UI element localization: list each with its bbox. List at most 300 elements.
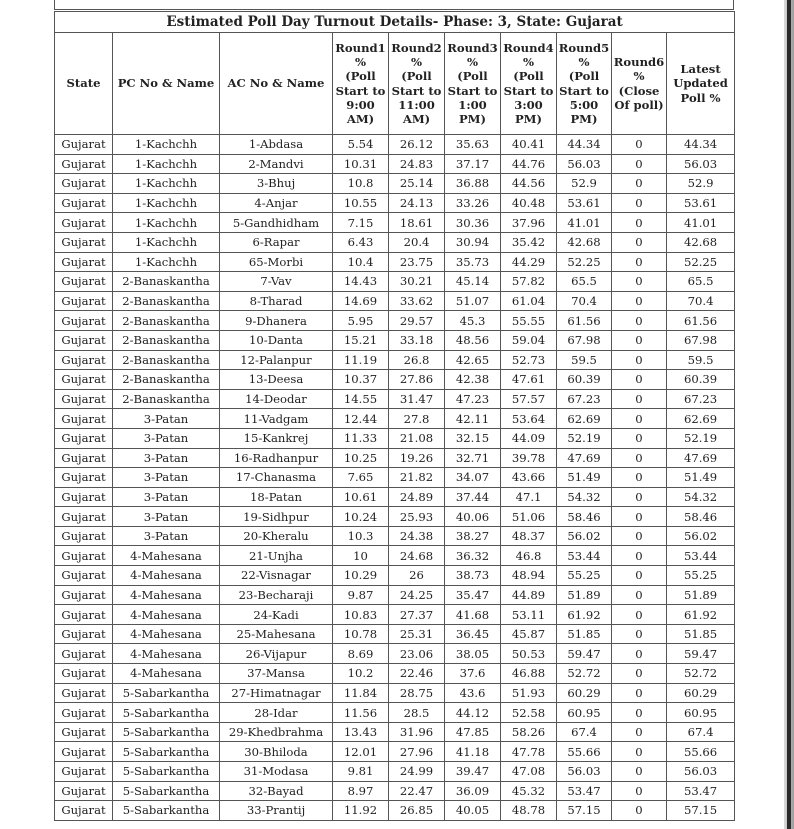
ac-cell: 26-Vijapur — [220, 644, 333, 664]
round2-cell: 27.86 — [389, 370, 445, 390]
ac-cell: 33-Prantij — [220, 801, 333, 821]
table-row — [55, 683, 735, 703]
table-row — [55, 781, 735, 801]
round5-cell: 65.5 — [557, 272, 612, 292]
header-line: Round3 — [447, 40, 498, 55]
round2-cell: 26.12 — [389, 135, 445, 155]
round4-cell: 44.89 — [501, 585, 557, 605]
round3-cell: 36.45 — [445, 624, 501, 644]
ac-cell: 30-Bhiloda — [220, 742, 333, 762]
state-cell: Gujarat — [55, 762, 113, 782]
round2-cell: 27.8 — [389, 409, 445, 429]
round5-cell: 61.56 — [557, 311, 612, 331]
round2-cell: 19.26 — [389, 448, 445, 468]
latest-cell: 60.29 — [667, 683, 735, 703]
round5-cell: 67.4 — [557, 722, 612, 742]
state-cell: Gujarat — [55, 389, 113, 409]
header-line: 3:00 — [514, 97, 543, 112]
round4-cell: 48.37 — [501, 526, 557, 546]
round2-cell: 25.31 — [389, 624, 445, 644]
header-line: (Poll — [513, 69, 544, 84]
round4-cell: 44.76 — [501, 154, 557, 174]
latest-cell: 57.15 — [667, 801, 735, 821]
table-row — [55, 762, 735, 782]
header-line: AM) — [402, 111, 431, 126]
header-line: % — [410, 55, 423, 70]
round3-cell: 41.68 — [445, 605, 501, 625]
round3-cell: 45.14 — [445, 272, 501, 292]
pc-cell: 5-Sabarkantha — [113, 703, 220, 723]
round6-cell: 0 — [612, 174, 667, 194]
round1-cell: 8.69 — [333, 644, 389, 664]
pc-cell: 2-Banaskantha — [113, 350, 220, 370]
round1-cell: 5.54 — [333, 135, 389, 155]
pc-cell: 3-Patan — [113, 487, 220, 507]
header-line: 9:00 — [346, 97, 375, 112]
pc-cell: 4-Mahesana — [113, 605, 220, 625]
table-row — [55, 272, 735, 292]
latest-cell: 44.34 — [667, 135, 735, 155]
latest-cell: 59.5 — [667, 350, 735, 370]
round4-cell: 52.73 — [501, 350, 557, 370]
header-latest — [667, 33, 735, 135]
round2-cell: 22.46 — [389, 664, 445, 684]
table-title: Estimated Poll Day Turnout Details- Phase: 3, State: Gujarat — [55, 12, 735, 33]
round5-cell: 56.03 — [557, 154, 612, 174]
header-line: Round4 — [503, 40, 554, 55]
round1-cell: 10.31 — [333, 154, 389, 174]
round1-cell: 13.43 — [333, 722, 389, 742]
state-cell: Gujarat — [55, 370, 113, 390]
round5-cell: 52.72 — [557, 664, 612, 684]
round5-cell: 53.47 — [557, 781, 612, 801]
round4-cell: 51.93 — [501, 683, 557, 703]
latest-cell: 52.25 — [667, 252, 735, 272]
round5-cell: 55.66 — [557, 742, 612, 762]
round4-cell: 40.41 — [501, 135, 557, 155]
round3-cell: 30.94 — [445, 232, 501, 252]
latest-cell: 67.98 — [667, 330, 735, 350]
table-row — [55, 468, 735, 488]
ac-cell: 11-Vadgam — [220, 409, 333, 429]
round1-cell: 12.44 — [333, 409, 389, 429]
round2-cell: 30.21 — [389, 272, 445, 292]
ac-cell: 18-Patan — [220, 487, 333, 507]
ac-cell: 65-Morbi — [220, 252, 333, 272]
round6-cell: 0 — [612, 526, 667, 546]
round6-cell: 0 — [612, 781, 667, 801]
header-round1 — [333, 33, 389, 135]
pc-cell: 5-Sabarkantha — [113, 722, 220, 742]
round3-cell: 39.47 — [445, 762, 501, 782]
header-line: (Poll — [568, 69, 600, 84]
round1-cell: 10.55 — [333, 193, 389, 213]
round1-cell: 14.69 — [333, 291, 389, 311]
pc-cell: 1-Kachchh — [113, 193, 220, 213]
pc-cell: 1-Kachchh — [113, 135, 220, 155]
round3-cell: 40.05 — [445, 801, 501, 821]
round3-cell: 43.6 — [445, 683, 501, 703]
round2-cell: 27.37 — [389, 605, 445, 625]
pc-cell: 2-Banaskantha — [113, 370, 220, 390]
pc-cell: 4-Mahesana — [113, 585, 220, 605]
header-line: Start to — [391, 83, 442, 98]
round4-cell: 61.04 — [501, 291, 557, 311]
latest-cell: 52.9 — [667, 174, 735, 194]
latest-cell: 56.03 — [667, 762, 735, 782]
state-cell: Gujarat — [55, 546, 113, 566]
header-round2 — [389, 33, 445, 135]
round5-cell: 51.85 — [557, 624, 612, 644]
header-round3 — [445, 33, 501, 135]
round1-cell: 10.3 — [333, 526, 389, 546]
round5-cell: 54.32 — [557, 487, 612, 507]
round2-cell: 24.83 — [389, 154, 445, 174]
state-cell: Gujarat — [55, 703, 113, 723]
latest-cell: 52.72 — [667, 664, 735, 684]
round2-cell: 33.18 — [389, 330, 445, 350]
round6-cell: 0 — [612, 213, 667, 233]
table-row — [55, 664, 735, 684]
round4-cell: 48.94 — [501, 566, 557, 586]
header-round4 — [501, 33, 557, 135]
round6-cell: 0 — [612, 703, 667, 723]
latest-cell: 51.89 — [667, 585, 735, 605]
round3-cell: 32.15 — [445, 428, 501, 448]
header-line: % — [466, 55, 479, 70]
round5-cell: 52.9 — [557, 174, 612, 194]
round3-cell: 42.11 — [445, 409, 501, 429]
header-line: 5:00 — [569, 97, 599, 112]
round2-cell: 24.68 — [389, 546, 445, 566]
header-line: Start to — [559, 83, 609, 98]
header-line: Round5 — [558, 40, 610, 55]
round1-cell: 11.33 — [333, 428, 389, 448]
round3-cell: 30.36 — [445, 213, 501, 233]
round6-cell: 0 — [612, 428, 667, 448]
header-line: PM) — [458, 111, 487, 126]
round3-cell: 32.71 — [445, 448, 501, 468]
round5-cell: 67.23 — [557, 389, 612, 409]
pc-cell: 1-Kachchh — [113, 174, 220, 194]
round4-cell: 40.48 — [501, 193, 557, 213]
table-row — [55, 232, 735, 252]
round6-cell: 0 — [612, 135, 667, 155]
round4-cell: 51.06 — [501, 507, 557, 527]
round1-cell: 9.81 — [333, 762, 389, 782]
round5-cell: 52.25 — [557, 252, 612, 272]
state-cell: Gujarat — [55, 213, 113, 233]
state-cell: Gujarat — [55, 350, 113, 370]
latest-cell: 51.85 — [667, 624, 735, 644]
ac-cell: 7-Vav — [220, 272, 333, 292]
round2-cell: 24.13 — [389, 193, 445, 213]
latest-cell: 53.61 — [667, 193, 735, 213]
round4-cell: 47.61 — [501, 370, 557, 390]
state-cell: Gujarat — [55, 428, 113, 448]
round3-cell: 35.73 — [445, 252, 501, 272]
table-row — [55, 487, 735, 507]
ac-cell: 14-Deodar — [220, 389, 333, 409]
round2-cell: 27.96 — [389, 742, 445, 762]
round2-cell: 31.96 — [389, 722, 445, 742]
table-row — [55, 389, 735, 409]
latest-cell: 56.03 — [667, 154, 735, 174]
round4-cell: 53.64 — [501, 409, 557, 429]
round5-cell: 42.68 — [557, 232, 612, 252]
pc-cell: 1-Kachchh — [113, 154, 220, 174]
table-top-frame — [54, 0, 734, 10]
ac-cell: 12-Palanpur — [220, 350, 333, 370]
round1-cell: 5.95 — [333, 311, 389, 331]
round5-cell: 58.46 — [557, 507, 612, 527]
pc-cell: 5-Sabarkantha — [113, 742, 220, 762]
table-row — [55, 722, 735, 742]
state-cell: Gujarat — [55, 644, 113, 664]
latest-cell: 53.47 — [667, 781, 735, 801]
table-row — [55, 507, 735, 527]
round3-cell: 35.47 — [445, 585, 501, 605]
header-line: % — [633, 69, 645, 84]
round5-cell: 62.69 — [557, 409, 612, 429]
latest-cell: 55.66 — [667, 742, 735, 762]
scrollbar[interactable] — [787, 0, 791, 829]
table-row — [55, 703, 735, 723]
round2-cell: 22.47 — [389, 781, 445, 801]
ac-cell: 16-Radhanpur — [220, 448, 333, 468]
round2-cell: 28.75 — [389, 683, 445, 703]
ac-cell: 32-Bayad — [220, 781, 333, 801]
pc-cell: 3-Patan — [113, 468, 220, 488]
latest-cell: 61.56 — [667, 311, 735, 331]
round6-cell: 0 — [612, 330, 667, 350]
round4-cell: 44.29 — [501, 252, 557, 272]
table-row — [55, 409, 735, 429]
latest-cell: 53.44 — [667, 546, 735, 566]
table-row — [55, 193, 735, 213]
header-line: Poll % — [680, 90, 721, 105]
header-line: Round6 — [613, 55, 665, 70]
ac-cell: 27-Himatnagar — [220, 683, 333, 703]
round2-cell: 18.61 — [389, 213, 445, 233]
ac-cell: 22-Visnagar — [220, 566, 333, 586]
header-round5 — [557, 33, 612, 135]
ac-cell: 8-Tharad — [220, 291, 333, 311]
header-line: Start to — [503, 83, 554, 98]
round3-cell: 40.06 — [445, 507, 501, 527]
ac-cell: 20-Kheralu — [220, 526, 333, 546]
round6-cell: 0 — [612, 272, 667, 292]
state-cell: Gujarat — [55, 291, 113, 311]
ac-cell: 24-Kadi — [220, 605, 333, 625]
latest-cell: 65.5 — [667, 272, 735, 292]
state-cell: Gujarat — [55, 272, 113, 292]
table-row — [55, 448, 735, 468]
round1-cell: 10.83 — [333, 605, 389, 625]
round2-cell: 24.89 — [389, 487, 445, 507]
round5-cell: 44.34 — [557, 135, 612, 155]
latest-cell: 67.4 — [667, 722, 735, 742]
ac-cell: 28-Idar — [220, 703, 333, 723]
header-line: Of poll) — [614, 97, 664, 112]
table-row — [55, 291, 735, 311]
pc-cell: 4-Mahesana — [113, 644, 220, 664]
table-row — [55, 370, 735, 390]
round5-cell: 60.95 — [557, 703, 612, 723]
pc-cell: 1-Kachchh — [113, 252, 220, 272]
header-line: Round1 — [335, 40, 386, 55]
ac-cell: 4-Anjar — [220, 193, 333, 213]
state-cell: Gujarat — [55, 585, 113, 605]
pc-cell: 4-Mahesana — [113, 664, 220, 684]
round1-cell: 10.8 — [333, 174, 389, 194]
round6-cell: 0 — [612, 546, 667, 566]
ac-cell: 5-Gandhidham — [220, 213, 333, 233]
latest-cell: 60.39 — [667, 370, 735, 390]
state-cell: Gujarat — [55, 135, 113, 155]
latest-cell: 56.02 — [667, 526, 735, 546]
round1-cell: 10.29 — [333, 566, 389, 586]
latest-cell: 47.69 — [667, 448, 735, 468]
round4-cell: 46.8 — [501, 546, 557, 566]
state-cell: Gujarat — [55, 683, 113, 703]
latest-cell: 41.01 — [667, 213, 735, 233]
header-state: State — [55, 33, 113, 135]
round1-cell: 10.25 — [333, 448, 389, 468]
round6-cell: 0 — [612, 624, 667, 644]
round1-cell: 11.56 — [333, 703, 389, 723]
round4-cell: 46.88 — [501, 664, 557, 684]
round2-cell: 25.14 — [389, 174, 445, 194]
round6-cell: 0 — [612, 252, 667, 272]
state-cell: Gujarat — [55, 507, 113, 527]
ac-cell: 19-Sidhpur — [220, 507, 333, 527]
pc-cell: 5-Sabarkantha — [113, 762, 220, 782]
pc-cell: 2-Banaskantha — [113, 330, 220, 350]
ac-cell: 25-Mahesana — [220, 624, 333, 644]
round4-cell: 50.53 — [501, 644, 557, 664]
table-row — [55, 330, 735, 350]
round1-cell: 10.4 — [333, 252, 389, 272]
round4-cell: 35.42 — [501, 232, 557, 252]
round2-cell: 26.85 — [389, 801, 445, 821]
state-cell: Gujarat — [55, 468, 113, 488]
table-row — [55, 585, 735, 605]
round2-cell: 21.08 — [389, 428, 445, 448]
round4-cell: 53.11 — [501, 605, 557, 625]
header-line: PM) — [514, 111, 543, 126]
round1-cell: 10 — [333, 546, 389, 566]
round6-cell: 0 — [612, 154, 667, 174]
round3-cell: 45.3 — [445, 311, 501, 331]
header-line: AM) — [346, 111, 375, 126]
pc-cell: 2-Banaskantha — [113, 389, 220, 409]
round1-cell: 10.78 — [333, 624, 389, 644]
round6-cell: 0 — [612, 683, 667, 703]
header-line: % — [522, 55, 535, 70]
latest-cell: 58.46 — [667, 507, 735, 527]
round6-cell: 0 — [612, 762, 667, 782]
table-row — [55, 311, 735, 331]
pc-cell: 3-Patan — [113, 526, 220, 546]
ac-cell: 13-Deesa — [220, 370, 333, 390]
header-line: (Poll — [457, 69, 488, 84]
pc-cell: 5-Sabarkantha — [113, 801, 220, 821]
state-cell: Gujarat — [55, 487, 113, 507]
round3-cell: 36.32 — [445, 546, 501, 566]
round6-cell: 0 — [612, 507, 667, 527]
round6-cell: 0 — [612, 311, 667, 331]
round2-cell: 24.25 — [389, 585, 445, 605]
ac-cell: 9-Dhanera — [220, 311, 333, 331]
pc-cell: 2-Banaskantha — [113, 311, 220, 331]
round6-cell: 0 — [612, 350, 667, 370]
ac-cell: 2-Mandvi — [220, 154, 333, 174]
header-line: % — [578, 55, 590, 70]
pc-cell: 2-Banaskantha — [113, 291, 220, 311]
pc-cell: 4-Mahesana — [113, 546, 220, 566]
round2-cell: 25.93 — [389, 507, 445, 527]
round3-cell: 51.07 — [445, 291, 501, 311]
ac-cell: 29-Khedbrahma — [220, 722, 333, 742]
round1-cell: 12.01 — [333, 742, 389, 762]
header-line: Updated — [673, 76, 728, 91]
round6-cell: 0 — [612, 409, 667, 429]
round6-cell: 0 — [612, 448, 667, 468]
latest-cell: 54.32 — [667, 487, 735, 507]
table-row — [55, 428, 735, 448]
latest-cell: 62.69 — [667, 409, 735, 429]
round6-cell: 0 — [612, 232, 667, 252]
round2-cell: 20.4 — [389, 232, 445, 252]
round4-cell: 45.32 — [501, 781, 557, 801]
table-row — [55, 546, 735, 566]
round3-cell: 36.09 — [445, 781, 501, 801]
state-cell: Gujarat — [55, 330, 113, 350]
table-row — [55, 742, 735, 762]
header-row — [55, 33, 735, 135]
header-line: Start to — [335, 83, 386, 98]
ac-cell: 15-Kankrej — [220, 428, 333, 448]
round1-cell: 15.21 — [333, 330, 389, 350]
latest-cell: 67.23 — [667, 389, 735, 409]
round1-cell: 14.55 — [333, 389, 389, 409]
round4-cell: 45.87 — [501, 624, 557, 644]
table-row — [55, 624, 735, 644]
round5-cell: 41.01 — [557, 213, 612, 233]
pc-cell: 3-Patan — [113, 409, 220, 429]
state-cell: Gujarat — [55, 526, 113, 546]
round1-cell: 10.61 — [333, 487, 389, 507]
round5-cell: 60.29 — [557, 683, 612, 703]
round3-cell: 36.88 — [445, 174, 501, 194]
latest-cell: 51.49 — [667, 468, 735, 488]
pc-cell: 1-Kachchh — [113, 232, 220, 252]
round2-cell: 21.82 — [389, 468, 445, 488]
round4-cell: 44.56 — [501, 174, 557, 194]
header-line: 11:00 — [398, 97, 435, 112]
round6-cell: 0 — [612, 664, 667, 684]
round4-cell: 43.66 — [501, 468, 557, 488]
header-line: (Poll — [345, 69, 376, 84]
round3-cell: 35.63 — [445, 135, 501, 155]
ac-cell: 3-Bhuj — [220, 174, 333, 194]
round3-cell: 37.17 — [445, 154, 501, 174]
round4-cell: 57.57 — [501, 389, 557, 409]
round1-cell: 11.84 — [333, 683, 389, 703]
header-ac: AC No & Name — [220, 33, 333, 135]
header-line: Round2 — [391, 40, 442, 55]
